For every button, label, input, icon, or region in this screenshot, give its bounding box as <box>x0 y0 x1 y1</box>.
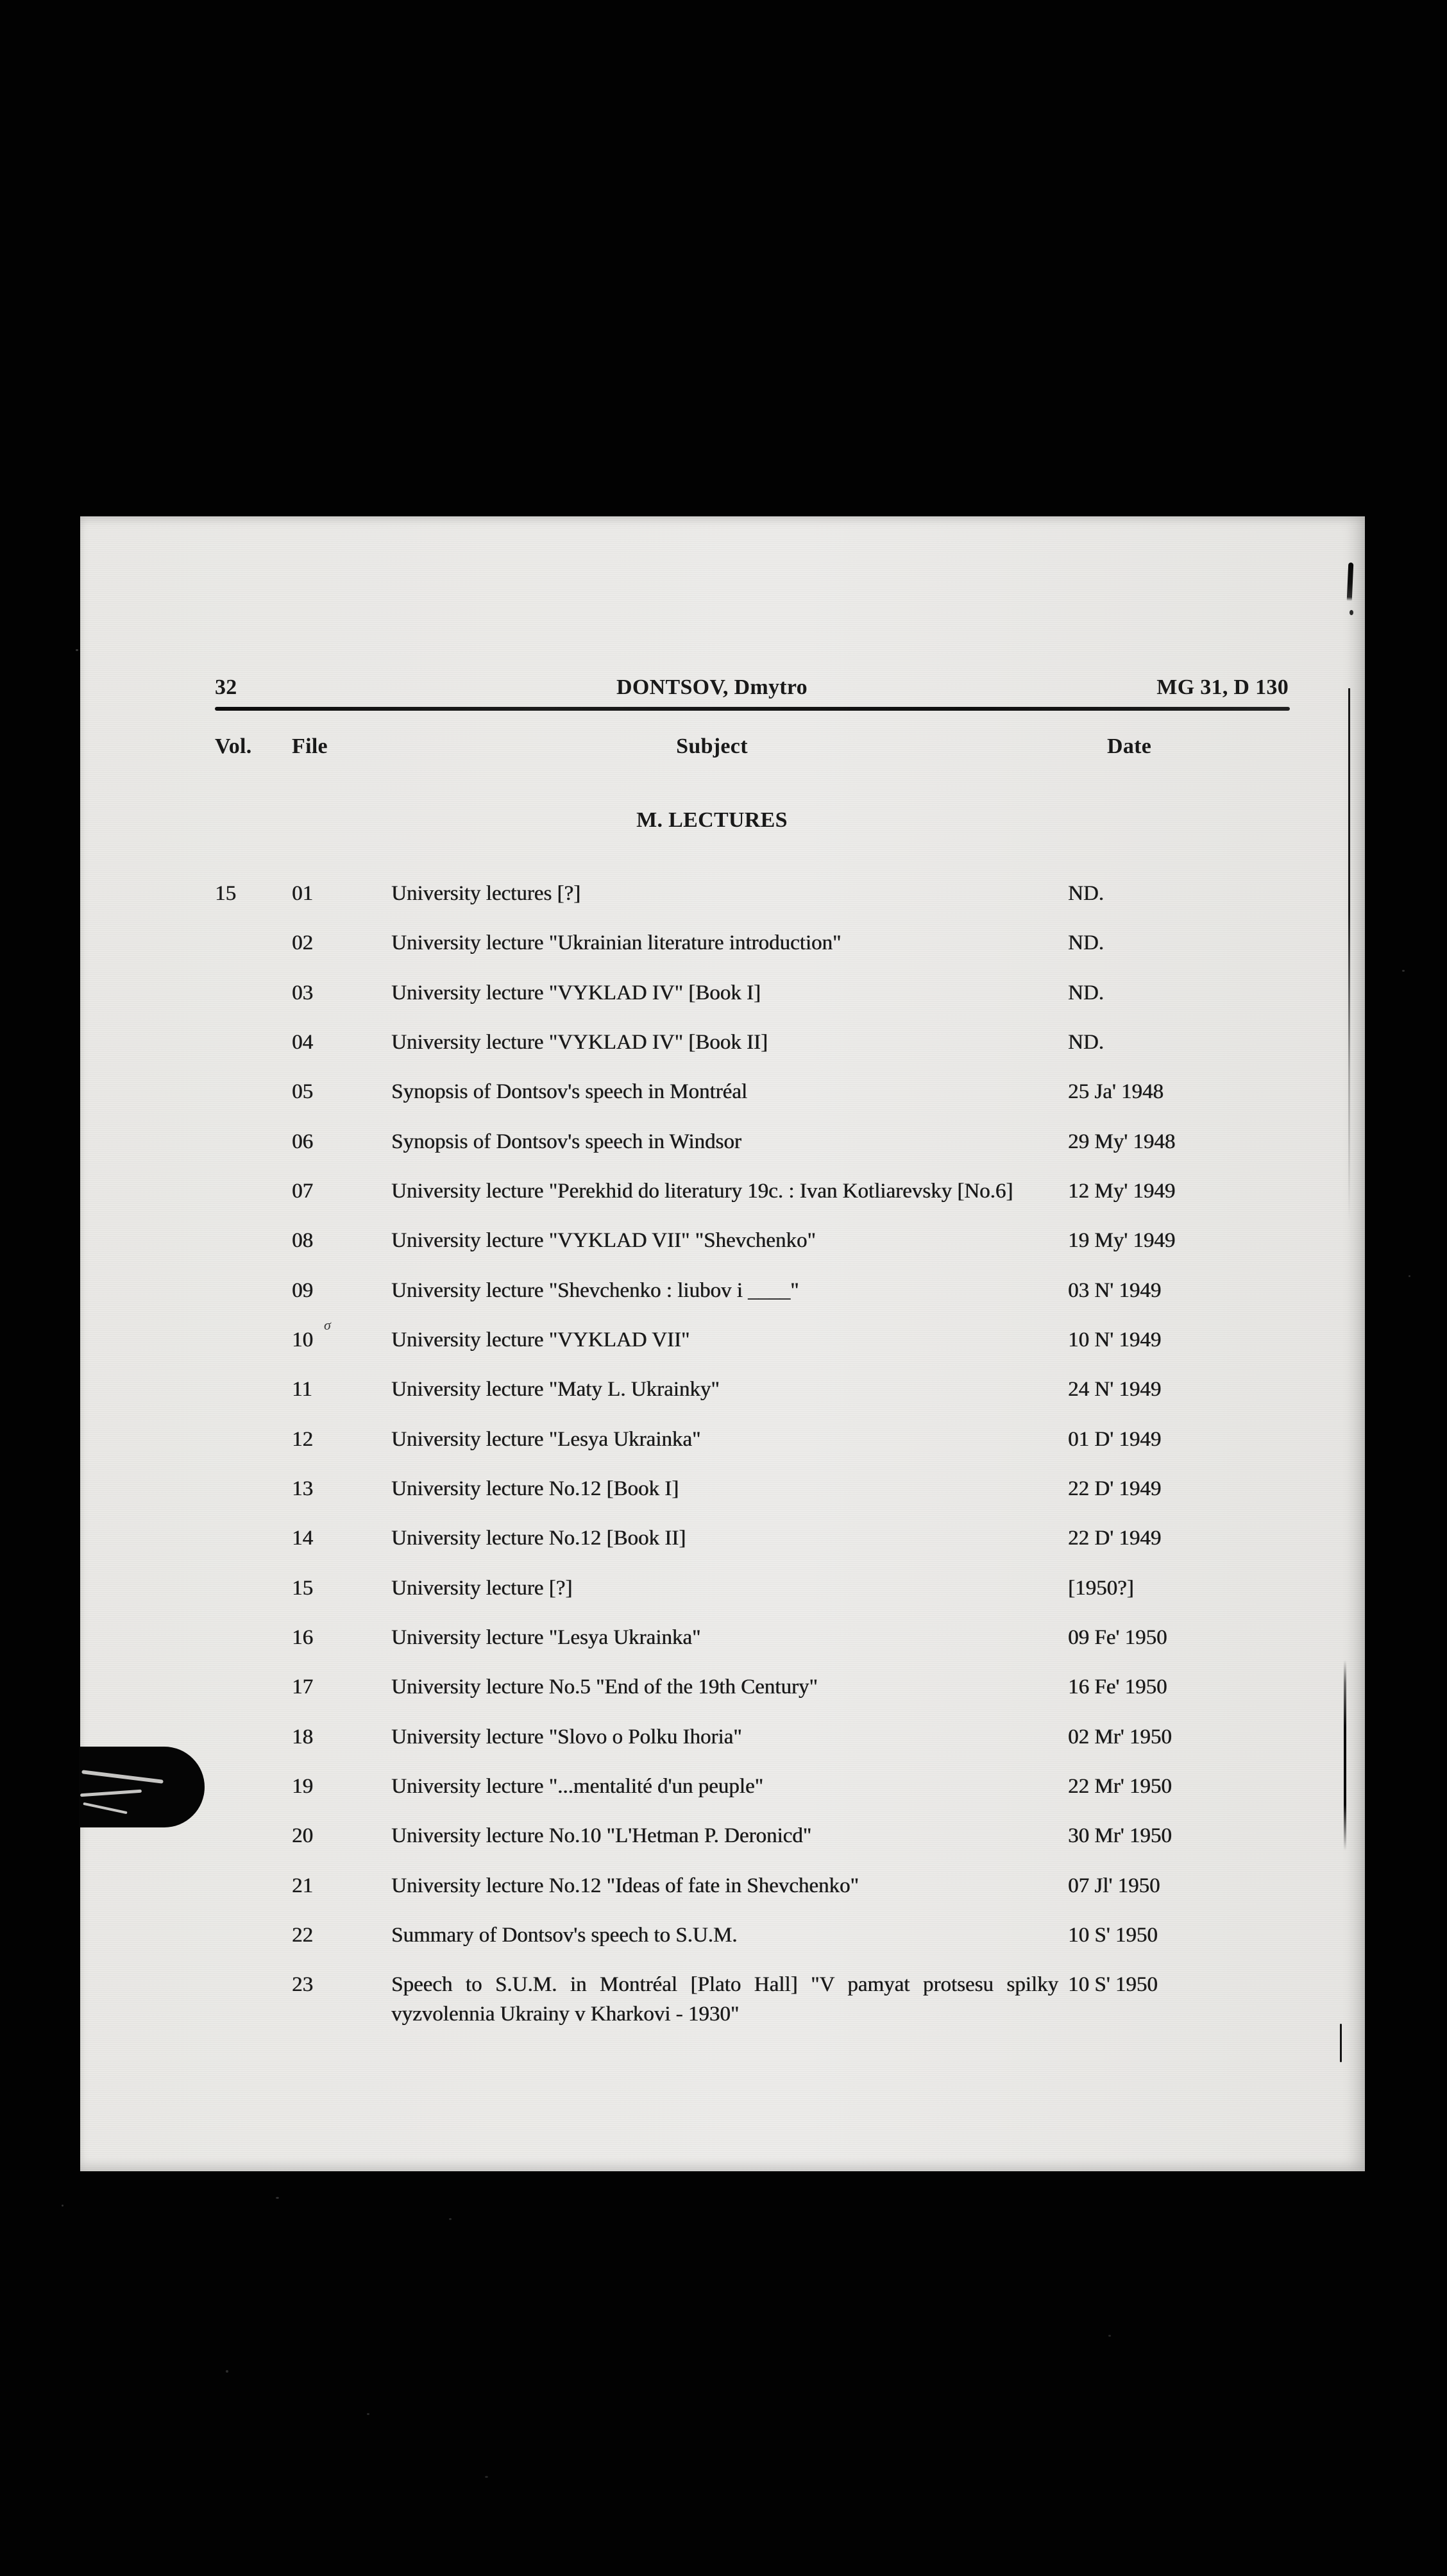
table-row <box>80 879 1365 928</box>
scan-speck <box>449 2218 452 2220</box>
marginal-mark: σ <box>324 1317 331 1333</box>
subject-text: Speech to S.U.M. in Montréal [Plato Hall] "V pamyat protsesu spilky vyzvolennia Ukrainy v Kharkovi - 1930" <box>391 1973 1058 2026</box>
pen-mark <box>1347 563 1354 601</box>
file-number: 04 <box>292 1030 313 1054</box>
file-number: 09 <box>292 1278 313 1302</box>
subject-text: University lecture No.12 "Ideas of fate in Shevchenko" <box>391 1874 859 1897</box>
file-number: 01 <box>292 882 313 905</box>
pen-mark-dot <box>1350 610 1353 615</box>
subject-text: University lecture "VYKLAD IV" [Book II] <box>391 1030 768 1054</box>
scan-speck <box>76 649 78 651</box>
file-number: 12 <box>292 1427 313 1451</box>
subject-text: Summary of Dontsov's speech to S.U.M. <box>391 1923 738 1947</box>
date-text: 29 My' 1948 <box>1068 1130 1176 1153</box>
file-number: 17 <box>292 1675 313 1699</box>
table-row <box>80 1077 1365 1126</box>
table-row <box>80 1425 1365 1474</box>
subject-text: Synopsis of Dontsov's speech in Windsor <box>391 1130 741 1153</box>
date-text: 22 D' 1949 <box>1068 1477 1162 1500</box>
file-number: 15 <box>292 1576 313 1600</box>
scan-speck <box>1409 1275 1410 1277</box>
scratch-line <box>1344 1660 1346 1851</box>
subject-text: University lecture "Lesya Ukrainka" <box>391 1427 701 1451</box>
subject-text: University lecture No.12 [Book II] <box>391 1527 686 1550</box>
table-row <box>80 1970 1365 2026</box>
file-number: 23 <box>292 1973 313 1997</box>
subject-text: University lecture "VYKLAD VII" <box>391 1328 690 1352</box>
date-text: ND. <box>1068 931 1104 955</box>
table-row <box>80 1176 1365 1226</box>
file-number: 11 <box>292 1378 312 1402</box>
date-text: 10 S' 1950 <box>1068 1973 1158 1997</box>
table-row <box>80 1325 1365 1375</box>
ink-blot <box>79 1747 205 1827</box>
scan-speck <box>367 2413 369 2415</box>
file-number: 21 <box>292 1874 313 1897</box>
scratch-line <box>1340 2024 1342 2062</box>
table-row <box>80 928 1365 978</box>
file-number: 02 <box>292 931 313 955</box>
subject-text: University lecture "VYKLAD VII" "Shevchenko" <box>391 1229 816 1253</box>
column-header-date: Date <box>1107 734 1152 758</box>
table-row <box>80 1474 1365 1523</box>
subject-text: University lecture No.12 [Book I] <box>391 1477 679 1500</box>
table-row <box>80 978 1365 1028</box>
date-text: 07 Jl' 1950 <box>1068 1874 1160 1897</box>
file-number: 08 <box>292 1229 313 1253</box>
date-text: 12 My' 1949 <box>1068 1179 1176 1203</box>
scan-speck <box>226 2370 228 2373</box>
file-number: 22 <box>292 1923 313 1947</box>
subject-text: University lecture [?] <box>391 1576 573 1600</box>
table-row <box>80 1523 1365 1573</box>
reference-code: MG 31, D 130 <box>1156 675 1289 699</box>
scan-speck <box>1402 970 1405 972</box>
date-text: 16 Fe' 1950 <box>1068 1675 1167 1699</box>
scan-speck <box>485 2476 488 2478</box>
date-text: 01 D' 1949 <box>1068 1427 1162 1451</box>
subject-text: University lecture "Perekhid do literatury 19c. : Ivan Kotliarevsky [No.6] <box>391 1179 1013 1203</box>
table-row <box>80 1722 1365 1772</box>
file-number: 14 <box>292 1527 313 1550</box>
subject-text: University lecture "Maty L. Ukrainky" <box>391 1378 720 1402</box>
file-number: 20 <box>292 1824 313 1848</box>
file-number: 13 <box>292 1477 313 1500</box>
header-rule <box>215 707 1290 711</box>
table-row <box>80 1821 1365 1870</box>
subject-text: University lecture "Shevchenko : liubov i ____" <box>391 1278 799 1302</box>
scan-speck <box>62 2205 63 2207</box>
date-text: 22 Mr' 1950 <box>1068 1774 1172 1798</box>
date-text: ND. <box>1068 882 1104 905</box>
subject-text: University lecture No.10 "L'Hetman P. Deronicd" <box>391 1824 812 1848</box>
date-text: 30 Mr' 1950 <box>1068 1824 1172 1848</box>
table-row <box>80 1623 1365 1672</box>
date-text: 24 N' 1949 <box>1068 1378 1162 1402</box>
table-row <box>80 1276 1365 1325</box>
table-row <box>80 1127 1365 1176</box>
document-page <box>80 516 1365 2171</box>
table-row <box>80 1028 1365 1077</box>
subject-text: Synopsis of Dontsov's speech in Montréal <box>391 1080 747 1104</box>
date-text: 10 N' 1949 <box>1068 1328 1162 1352</box>
column-header-file: File <box>292 734 328 758</box>
table-row <box>80 1772 1365 1821</box>
scan-speck <box>1108 2335 1111 2337</box>
subject-text: University lecture No.5 "End of the 19th Century" <box>391 1675 818 1699</box>
file-number: 19 <box>292 1774 313 1798</box>
date-text: 25 Ja' 1948 <box>1068 1080 1164 1104</box>
date-text: ND. <box>1068 1030 1104 1054</box>
table-row <box>80 1226 1365 1275</box>
date-text: 10 S' 1950 <box>1068 1923 1158 1947</box>
date-text: 02 Mr' 1950 <box>1068 1725 1172 1749</box>
ink-blot-streak <box>80 1790 142 1797</box>
scratch-line <box>1348 688 1350 1221</box>
scan-speck <box>276 2197 279 2199</box>
subject-text: University lecture "VYKLAD IV" [Book I] <box>391 981 761 1004</box>
page-number: 32 <box>215 675 237 699</box>
table-row <box>80 1672 1365 1722</box>
table-row <box>80 1375 1365 1424</box>
subject-text: University lecture "Lesya Ukrainka" <box>391 1625 701 1649</box>
column-header-vol: Vol. <box>215 734 252 758</box>
volume-number: 15 <box>215 882 236 905</box>
file-number: 05 <box>292 1080 313 1104</box>
date-text: 03 N' 1949 <box>1068 1278 1162 1302</box>
ink-blot-streak <box>81 1770 164 1784</box>
date-text: [1950?] <box>1068 1576 1134 1600</box>
collection-title: DONTSOV, Dmytro <box>616 675 808 699</box>
table-row <box>80 1573 1365 1623</box>
lecture-table <box>80 879 1365 2026</box>
file-number: 10 <box>292 1328 313 1352</box>
subject-text: University lecture "...mentalité d'un peuple" <box>391 1774 763 1798</box>
subject-text: University lectures [?] <box>391 882 581 905</box>
file-number: 07 <box>292 1179 313 1203</box>
file-number: 06 <box>292 1130 313 1153</box>
section-title: M. LECTURES <box>636 808 788 832</box>
subject-text: University lecture "Slovo o Polku Ihoria" <box>391 1725 742 1749</box>
table-row <box>80 1871 1365 1920</box>
date-text: 19 My' 1949 <box>1068 1229 1176 1253</box>
column-header-subject: Subject <box>676 734 748 758</box>
file-number: 18 <box>292 1725 313 1749</box>
date-text: 22 D' 1949 <box>1068 1527 1162 1550</box>
file-number: 03 <box>292 981 313 1004</box>
table-row <box>80 1920 1365 1970</box>
ink-blot-streak <box>83 1802 127 1814</box>
date-text: ND. <box>1068 981 1104 1004</box>
subject-text: University lecture "Ukrainian literature introduction" <box>391 931 842 955</box>
file-number: 16 <box>292 1625 313 1649</box>
date-text: 09 Fe' 1950 <box>1068 1625 1167 1649</box>
